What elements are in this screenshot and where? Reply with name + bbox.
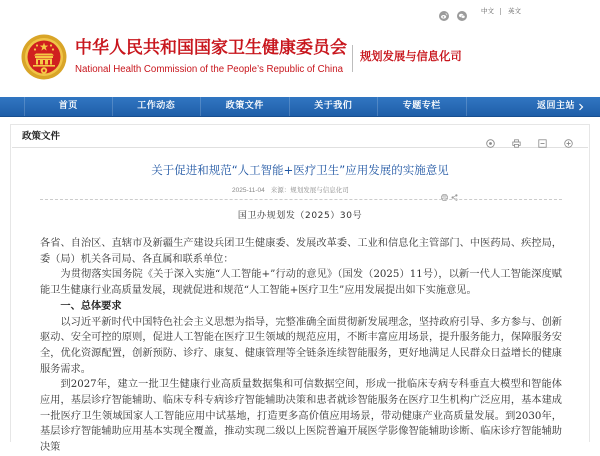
article-meta (232, 186, 349, 195)
nav-items (24, 97, 467, 116)
weibo-icon[interactable] (439, 6, 449, 16)
header-divider (352, 45, 353, 72)
section-title: 政策文件 (22, 131, 61, 142)
article-source: 来源：规划发展与信息化司 (270, 186, 349, 194)
lang-english-link[interactable]: 英文 (508, 7, 521, 15)
print-icon[interactable] (512, 133, 521, 142)
article-title: 关于促进和规范“人工智能+医疗卫生”应用发展的实施意见 (151, 163, 449, 177)
publish-date: 2025-11-04 (232, 187, 265, 194)
document-number: 国卫办规划发（2025）30号 (237, 211, 363, 221)
zoom-out-icon[interactable] (538, 133, 547, 142)
site-title-cn[interactable]: 中华人民共和国国家卫生健康委员会 (75, 38, 347, 58)
site-title-en: National Health Commission of the People’s Republic of China (75, 64, 343, 75)
national-emblem-icon[interactable] (21, 34, 67, 80)
addressee-paragraph: 各省、自治区、直辖市及新疆生产建设兵团卫生健康委、发展改革委、工业和信息化主管部门、中医药局、疾控局，委（局）机关各司局、各直属和联系单位： (40, 238, 562, 265)
meta-divider (40, 199, 562, 200)
section-divider (12, 147, 588, 148)
nav-item-work-news[interactable]: 工作动态 (113, 97, 202, 116)
nav-item-special-topics[interactable]: 专题专栏 (378, 97, 467, 116)
section-heading: 一、总体要求 (60, 299, 122, 312)
nav-item-home[interactable]: 首页 (24, 97, 113, 116)
article-body (40, 236, 562, 454)
body-paragraph: 以习近平新时代中国特色社会主义思想为指导，完整准确全面贯彻新发展理念，坚持政府引导、多方参与、创新驱动、安全可控的原则，促进人工智能在医疗卫生领域的规范应用，不断丰富应用场景，提升服务能力，保障服务安全，优化资源配置，创新预防、诊疗、康复、健康管理等全链条连续智能服务，更好地满足人民群众日益增长的健康服务需求。 (40, 316, 562, 375)
back-to-main-site-label: 返回主站 (536, 101, 575, 111)
department-name[interactable]: 规划发展与信息化司 (360, 50, 462, 63)
location-icon[interactable] (486, 133, 495, 142)
print-icon[interactable] (441, 186, 448, 193)
body-paragraph: 到2027年，建立一批卫生健康行业高质量数据集和可信数据空间，形成一批临床专病专科垂直大模型和智能体应用，基层诊疗智能辅助、临床专科专病诊疗智能辅助决策和患者就诊智能服务在医疗卫生机构广泛应用，基本建成一批医疗卫生领域国家人工智能应用中试基地，打造更多高价值应用场景，带动健康产业高质量发展。到2030年，基层诊疗智能辅助应用基本实现全覆盖，推动实现二级以上医院普遍开展医学影像智能辅助诊断、临床诊疗智能辅助决策 (40, 379, 562, 454)
zoom-in-icon[interactable] (564, 133, 573, 142)
nav-item-policy-docs[interactable]: 政策文件 (201, 97, 290, 116)
lang-separator (500, 8, 501, 15)
chevron-right-icon (578, 103, 584, 111)
wechat-icon[interactable] (457, 6, 467, 16)
main-nav (0, 97, 600, 117)
back-to-main-site-link[interactable] (537, 97, 584, 116)
nav-item-about-us[interactable]: 关于我们 (290, 97, 379, 116)
share-icon[interactable] (451, 186, 458, 193)
lang-chinese-link[interactable]: 中文 (481, 7, 494, 15)
intro-paragraph: 为贯彻落实国务院《关于深入实施“人工智能+”行动的意见》（国发（2025）11号），以新一代人工智能深度赋能卫生健康行业高质量发展，现就促进和规范“人工智能+医疗卫生”应用发展提出如下实施意见。 (40, 269, 562, 297)
